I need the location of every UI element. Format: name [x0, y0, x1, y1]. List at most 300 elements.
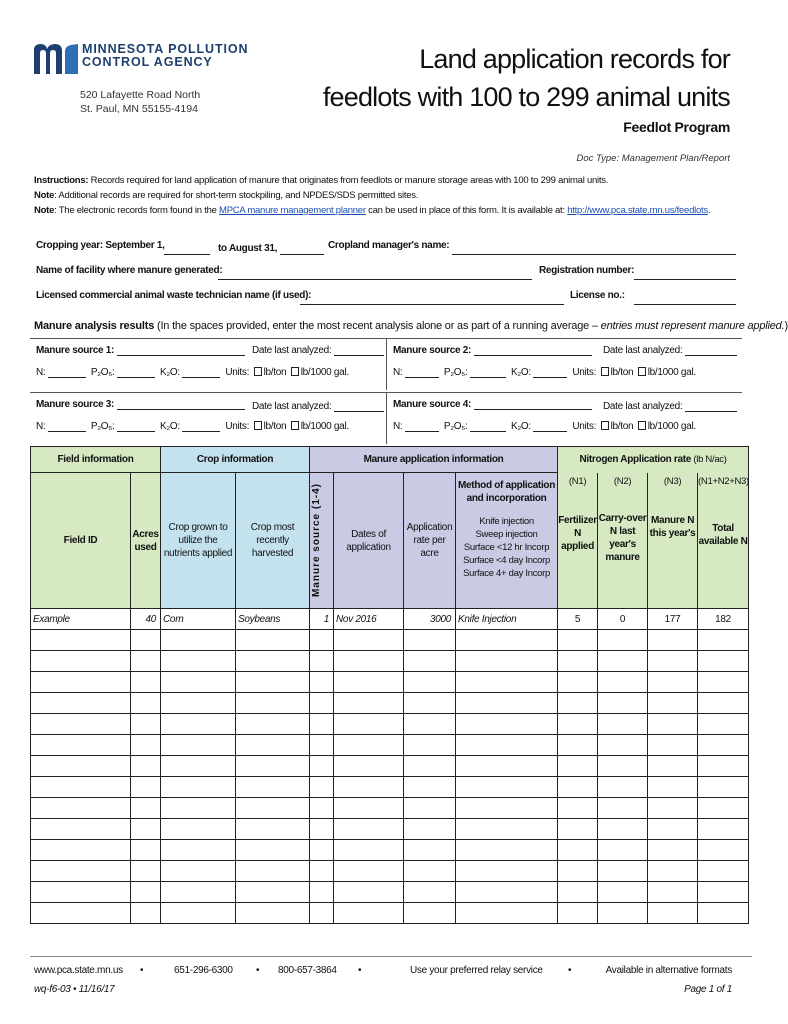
table-cell[interactable]: [310, 882, 334, 903]
source2-k-label: K₂O:: [510, 367, 531, 378]
table-cell[interactable]: [698, 798, 749, 819]
table-cell[interactable]: [558, 735, 598, 756]
example-manure-n: 177: [648, 609, 698, 630]
source3-n-field[interactable]: [48, 422, 86, 432]
table-cell[interactable]: [131, 840, 161, 861]
source2-lbton-label: lb/ton: [610, 367, 634, 378]
table-cell[interactable]: [404, 651, 456, 672]
table-cell[interactable]: [598, 756, 648, 777]
table-row: [31, 798, 749, 819]
table-cell[interactable]: [698, 651, 749, 672]
table-cell[interactable]: [456, 777, 558, 798]
table-cell[interactable]: [131, 651, 161, 672]
cropland-manager-field[interactable]: [452, 254, 736, 255]
source1-p-label: P₂O₅:: [90, 367, 115, 378]
table-cell[interactable]: [648, 651, 698, 672]
table-cell[interactable]: [31, 861, 131, 882]
cropping-year-end-field[interactable]: [280, 254, 324, 255]
example-rate: 3000: [404, 609, 456, 630]
table-cell[interactable]: [598, 672, 648, 693]
table-cell[interactable]: [558, 798, 598, 819]
registration-number-label: Registration number:: [539, 265, 635, 276]
group-crop-information: Crop information: [161, 447, 310, 473]
note2-text-c: .: [707, 205, 711, 216]
table-cell[interactable]: [456, 756, 558, 777]
method-option-4plus: Surface 4+ day Incorp: [463, 568, 550, 579]
table-row: [31, 756, 749, 777]
source3-date-field[interactable]: [334, 402, 384, 412]
table-cell[interactable]: [161, 693, 236, 714]
table-cell[interactable]: [310, 840, 334, 861]
table-cell[interactable]: [310, 672, 334, 693]
table-cell[interactable]: [648, 672, 698, 693]
table-cell[interactable]: [236, 777, 310, 798]
table-cell[interactable]: [131, 756, 161, 777]
table-cell[interactable]: [648, 819, 698, 840]
source1-lb1000-checkbox[interactable]: [291, 367, 299, 376]
source2-label: Manure source 2:: [393, 345, 472, 356]
group-nitrogen-rate: [558, 447, 749, 473]
table-cell[interactable]: [558, 630, 598, 651]
table-cell[interactable]: [334, 798, 404, 819]
table-cell[interactable]: [334, 672, 404, 693]
instructions: [34, 173, 734, 218]
table-cell[interactable]: [334, 840, 404, 861]
table-cell[interactable]: [310, 819, 334, 840]
table-row: [31, 714, 749, 735]
header-dates: Dates of application: [334, 473, 404, 609]
header-field-id: Field ID: [31, 473, 131, 609]
table-cell[interactable]: [236, 861, 310, 882]
table-cell[interactable]: [598, 840, 648, 861]
table-cell[interactable]: [31, 777, 131, 798]
table-cell[interactable]: [698, 840, 749, 861]
table-cell[interactable]: [404, 882, 456, 903]
table-cell[interactable]: [161, 840, 236, 861]
source4-n-field[interactable]: [405, 422, 439, 432]
table-cell[interactable]: [456, 819, 558, 840]
source1-n-field[interactable]: [48, 368, 86, 378]
address-line1: 520 Lafayette Road North: [80, 89, 201, 101]
table-cell[interactable]: [648, 882, 698, 903]
table-cell[interactable]: [334, 777, 404, 798]
table-cell[interactable]: [334, 630, 404, 651]
to-august-label: to August 31,: [218, 243, 278, 254]
table-cell[interactable]: [236, 714, 310, 735]
license-no-field[interactable]: [634, 304, 736, 305]
table-cell[interactable]: [310, 798, 334, 819]
table-cell[interactable]: [456, 861, 558, 882]
table-cell[interactable]: [31, 651, 131, 672]
example-method: Knife Injection: [456, 609, 558, 630]
header-fertilizer-n: [558, 473, 598, 609]
manure-analysis-note-end: ): [784, 320, 788, 332]
table-cell[interactable]: [31, 756, 131, 777]
source4-label-row: [393, 399, 592, 410]
table-cell[interactable]: [310, 861, 334, 882]
source2-name-field[interactable]: [474, 346, 592, 356]
table-cell[interactable]: [310, 714, 334, 735]
manure-n-label: Manure N this year's: [649, 514, 696, 539]
table-cell[interactable]: [31, 903, 131, 924]
footer-relay: Use your preferred relay service: [410, 965, 543, 976]
table-cell[interactable]: [648, 840, 698, 861]
table-cell[interactable]: [456, 672, 558, 693]
table-cell[interactable]: [161, 777, 236, 798]
source1-k-label: K₂O:: [159, 367, 180, 378]
table-cell[interactable]: [161, 819, 236, 840]
header-carryover-n: [598, 473, 648, 609]
table-cell[interactable]: [131, 777, 161, 798]
table-row: [31, 693, 749, 714]
footer-formats: Available in alternative formats: [605, 965, 732, 976]
table-cell[interactable]: [698, 714, 749, 735]
table-cell[interactable]: [31, 798, 131, 819]
table-cell[interactable]: [161, 861, 236, 882]
facility-name-field[interactable]: [218, 279, 532, 280]
table-cell[interactable]: [131, 798, 161, 819]
agency-address: [80, 88, 200, 116]
table-row: [31, 735, 749, 756]
source2-n-field[interactable]: [405, 368, 439, 378]
table-cell[interactable]: [236, 798, 310, 819]
source2-date-field[interactable]: [685, 346, 737, 356]
table-cell[interactable]: [598, 630, 648, 651]
source1-p-field[interactable]: [117, 368, 155, 378]
table-cell[interactable]: [131, 903, 161, 924]
cropping-year-start-field[interactable]: [164, 254, 210, 255]
source3-name-field[interactable]: [117, 400, 245, 410]
source1-label: Manure source 1:: [36, 345, 115, 356]
table-cell[interactable]: [698, 777, 749, 798]
instructions-line: [34, 173, 734, 188]
source4-label: Manure source 4:: [393, 399, 472, 410]
table-cell[interactable]: [161, 756, 236, 777]
table-cell[interactable]: [161, 882, 236, 903]
source2-k-field[interactable]: [533, 368, 567, 378]
table-cell[interactable]: [131, 672, 161, 693]
table-cell[interactable]: [558, 651, 598, 672]
technician-field[interactable]: [300, 304, 564, 305]
source1-nutrients-row: [36, 367, 349, 378]
source4-name-field[interactable]: [474, 400, 592, 410]
table-cell[interactable]: [404, 714, 456, 735]
table-cell[interactable]: [131, 861, 161, 882]
table-cell[interactable]: [236, 903, 310, 924]
table-cell[interactable]: [31, 882, 131, 903]
example-manure-source: 1: [310, 609, 334, 630]
table-cell[interactable]: [31, 819, 131, 840]
table-cell[interactable]: [404, 756, 456, 777]
table-cell[interactable]: [404, 798, 456, 819]
table-cell[interactable]: [334, 714, 404, 735]
example-field-id: Example: [31, 609, 131, 630]
table-cell[interactable]: [334, 861, 404, 882]
table-cell[interactable]: [334, 735, 404, 756]
header-total-n: [698, 473, 749, 609]
title-line1: Land application records for: [419, 44, 730, 74]
source4-date-label: Date last analyzed:: [603, 401, 683, 412]
table-cell[interactable]: [698, 735, 749, 756]
agency-name: [82, 43, 248, 69]
table-cell[interactable]: [698, 693, 749, 714]
table-cell[interactable]: [334, 903, 404, 924]
table-row: [31, 819, 749, 840]
table-row: [31, 903, 749, 924]
table-cell[interactable]: [161, 735, 236, 756]
table-cell[interactable]: [456, 840, 558, 861]
table-cell[interactable]: [456, 798, 558, 819]
source3-p-field[interactable]: [117, 422, 155, 432]
table-cell[interactable]: [598, 714, 648, 735]
method-option-knife: Knife injection: [479, 516, 534, 527]
source2-label-row: [393, 345, 592, 356]
example-crop-grown: Corn: [161, 609, 236, 630]
manure-source-1: [30, 338, 386, 390]
table-cell[interactable]: [558, 777, 598, 798]
table-cell[interactable]: [456, 693, 558, 714]
source4-lbton-checkbox[interactable]: [601, 421, 609, 430]
header-manure-source: [310, 473, 334, 609]
manure-analysis-title: [34, 320, 788, 332]
method-option-12hr: Surface <12 hr Incorp: [463, 542, 550, 553]
table-cell[interactable]: [558, 840, 598, 861]
table-cell[interactable]: [404, 840, 456, 861]
table-cell[interactable]: [456, 882, 558, 903]
table-cell[interactable]: [648, 735, 698, 756]
agency-line2: CONTROL AGENCY: [82, 55, 213, 69]
page-title: [323, 40, 730, 116]
table-cell[interactable]: [131, 735, 161, 756]
example-acres: 40: [131, 609, 161, 630]
table-cell[interactable]: [236, 840, 310, 861]
table-cell[interactable]: [598, 798, 648, 819]
table-cell[interactable]: [648, 630, 698, 651]
source2-units-label: Units:: [572, 367, 597, 378]
source4-p-label: P₂O₅:: [443, 421, 468, 432]
table-cell[interactable]: [648, 777, 698, 798]
table-row: [31, 882, 749, 903]
table-cell[interactable]: [161, 714, 236, 735]
instructions-label: Instructions:: [34, 175, 89, 186]
source3-k-field[interactable]: [182, 422, 220, 432]
table-cell[interactable]: [31, 840, 131, 861]
note2-label: Note: [34, 205, 55, 216]
table-cell[interactable]: [310, 903, 334, 924]
manure-analysis-note: (In the spaces provided, enter the most recent analysis alone or as part of a running average –: [154, 320, 601, 332]
table-cell[interactable]: [161, 672, 236, 693]
table-row: [31, 651, 749, 672]
table-cell[interactable]: [456, 630, 558, 651]
source3-lb1000-checkbox[interactable]: [291, 421, 299, 430]
address-line2: St. Paul, MN 55155-4194: [80, 103, 198, 115]
example-crop-harvested: Soybeans: [236, 609, 310, 630]
table-cell[interactable]: [598, 819, 648, 840]
footer-web[interactable]: www.pca.state.mn.us: [34, 965, 123, 976]
table-cell[interactable]: [598, 777, 648, 798]
agency-line1: MINNESOTA POLLUTION: [82, 42, 249, 56]
table-cell[interactable]: [404, 672, 456, 693]
source2-date-row: [603, 345, 737, 356]
facility-name-label: Name of facility where manure generated:: [36, 265, 223, 276]
mpca-logo: [34, 42, 254, 82]
table-cell[interactable]: [236, 756, 310, 777]
table-cell[interactable]: [404, 861, 456, 882]
table-cell[interactable]: [310, 693, 334, 714]
header-rate: Application rate per acre: [404, 473, 456, 609]
source3-p-label: P₂O₅:: [90, 421, 115, 432]
table-cell[interactable]: [404, 819, 456, 840]
table-cell[interactable]: [404, 693, 456, 714]
land-application-table: [30, 446, 749, 924]
table-cell[interactable]: [334, 882, 404, 903]
source4-lbton-label: lb/ton: [610, 421, 634, 432]
table-cell[interactable]: [648, 693, 698, 714]
feedlots-url-link[interactable]: http://www.pca.state.mn.us/feedlots: [567, 205, 708, 216]
table-cell[interactable]: [161, 630, 236, 651]
table-cell[interactable]: [558, 714, 598, 735]
table-cell[interactable]: [236, 819, 310, 840]
group-field-information: Field information: [31, 447, 161, 473]
table-cell[interactable]: [648, 861, 698, 882]
source2-lb1000-checkbox[interactable]: [638, 367, 646, 376]
note-line-2: [34, 203, 734, 218]
table-cell[interactable]: [31, 714, 131, 735]
table-cell[interactable]: [558, 819, 598, 840]
ntotal-label: (N1+N2+N3): [698, 475, 749, 487]
table-cell[interactable]: [598, 882, 648, 903]
table-cell[interactable]: [236, 672, 310, 693]
table-cell[interactable]: [334, 693, 404, 714]
footer-bullet-3: •: [358, 965, 362, 976]
table-cell[interactable]: [131, 819, 161, 840]
source4-k-field[interactable]: [533, 422, 567, 432]
source4-lb1000-checkbox[interactable]: [638, 421, 646, 430]
header-method: [456, 473, 558, 609]
table-cell[interactable]: [310, 756, 334, 777]
table-cell[interactable]: [236, 735, 310, 756]
table-cell[interactable]: [598, 861, 648, 882]
source1-name-field[interactable]: [117, 346, 245, 356]
table-cell[interactable]: [310, 651, 334, 672]
manure-planner-link[interactable]: MPCA manure management planner: [219, 205, 366, 216]
table-cell[interactable]: [334, 756, 404, 777]
table-cell[interactable]: [334, 819, 404, 840]
table-cell[interactable]: [598, 651, 648, 672]
table-cell[interactable]: [161, 903, 236, 924]
source1-date-label: Date last analyzed:: [252, 345, 332, 356]
example-row: [31, 609, 749, 630]
table-cell[interactable]: [131, 882, 161, 903]
table-cell[interactable]: [456, 735, 558, 756]
table-cell[interactable]: [558, 693, 598, 714]
source1-k-field[interactable]: [182, 368, 220, 378]
table-cell[interactable]: [236, 882, 310, 903]
source2-p-field[interactable]: [470, 368, 506, 378]
table-cell[interactable]: [698, 903, 749, 924]
note2-text-b: can be used in place of this form. It is available at:: [365, 205, 568, 216]
table-cell[interactable]: [236, 651, 310, 672]
manure-source-4: [386, 392, 742, 444]
source4-date-row: [603, 401, 737, 412]
table-cell[interactable]: [31, 672, 131, 693]
source4-lb1000-label: lb/1000 gal.: [647, 421, 696, 432]
table-cell[interactable]: [131, 693, 161, 714]
table-cell[interactable]: [648, 903, 698, 924]
title-line2: feedlots with 100 to 299 animal units: [322, 82, 730, 112]
footer-bullet-2: •: [256, 965, 260, 976]
footer-bullet-1: •: [140, 965, 144, 976]
table-cell[interactable]: [698, 756, 749, 777]
table-cell[interactable]: [456, 651, 558, 672]
method-options: [456, 515, 557, 580]
table-cell[interactable]: [558, 903, 598, 924]
table-cell[interactable]: [698, 819, 749, 840]
table-cell[interactable]: [648, 756, 698, 777]
source1-lbton-checkbox[interactable]: [254, 367, 262, 376]
source3-lbton-checkbox[interactable]: [254, 421, 262, 430]
manure-analysis-heading: Manure analysis results: [34, 320, 155, 332]
table-cell[interactable]: [161, 651, 236, 672]
source4-nutrients-row: [393, 421, 696, 432]
table-cell[interactable]: [558, 861, 598, 882]
table-cell[interactable]: [558, 672, 598, 693]
source3-nutrients-row: [36, 421, 349, 432]
table-cell[interactable]: [310, 735, 334, 756]
table-cell[interactable]: [404, 735, 456, 756]
table-cell[interactable]: [236, 630, 310, 651]
table-cell[interactable]: [558, 882, 598, 903]
source4-p-field[interactable]: [470, 422, 506, 432]
registration-number-field[interactable]: [634, 279, 736, 280]
source1-n-label: N:: [36, 367, 46, 378]
table-cell[interactable]: [456, 903, 558, 924]
table-cell[interactable]: [598, 735, 648, 756]
table-cell[interactable]: [131, 630, 161, 651]
table-cell[interactable]: [236, 693, 310, 714]
source2-n-label: N:: [393, 367, 403, 378]
table-cell[interactable]: [131, 714, 161, 735]
table-cell[interactable]: [31, 630, 131, 651]
table-cell[interactable]: [31, 735, 131, 756]
table-cell[interactable]: [404, 903, 456, 924]
table-cell[interactable]: [648, 714, 698, 735]
manure-source-vertical-label: Manure source (1-4): [311, 483, 323, 598]
table-cell[interactable]: [334, 651, 404, 672]
table-cell[interactable]: [558, 756, 598, 777]
table-cell[interactable]: [698, 630, 749, 651]
footer-phone1: 651-296-6300: [174, 965, 233, 976]
table-cell[interactable]: [598, 903, 648, 924]
license-no-label: License no.:: [570, 290, 625, 301]
table-cell[interactable]: [698, 861, 749, 882]
table-cell[interactable]: [404, 777, 456, 798]
table-cell[interactable]: [404, 630, 456, 651]
table-cell[interactable]: [698, 882, 749, 903]
table-cell[interactable]: [31, 693, 131, 714]
table-cell[interactable]: [648, 798, 698, 819]
table-cell[interactable]: [456, 714, 558, 735]
table-cell[interactable]: [598, 693, 648, 714]
table-cell[interactable]: [698, 672, 749, 693]
source2-lbton-checkbox[interactable]: [601, 367, 609, 376]
table-cell[interactable]: [310, 777, 334, 798]
table-cell[interactable]: [161, 798, 236, 819]
source1-date-field[interactable]: [334, 346, 384, 356]
source4-date-field[interactable]: [685, 402, 737, 412]
table-cell[interactable]: [310, 630, 334, 651]
example-dates: Nov 2016: [334, 609, 404, 630]
